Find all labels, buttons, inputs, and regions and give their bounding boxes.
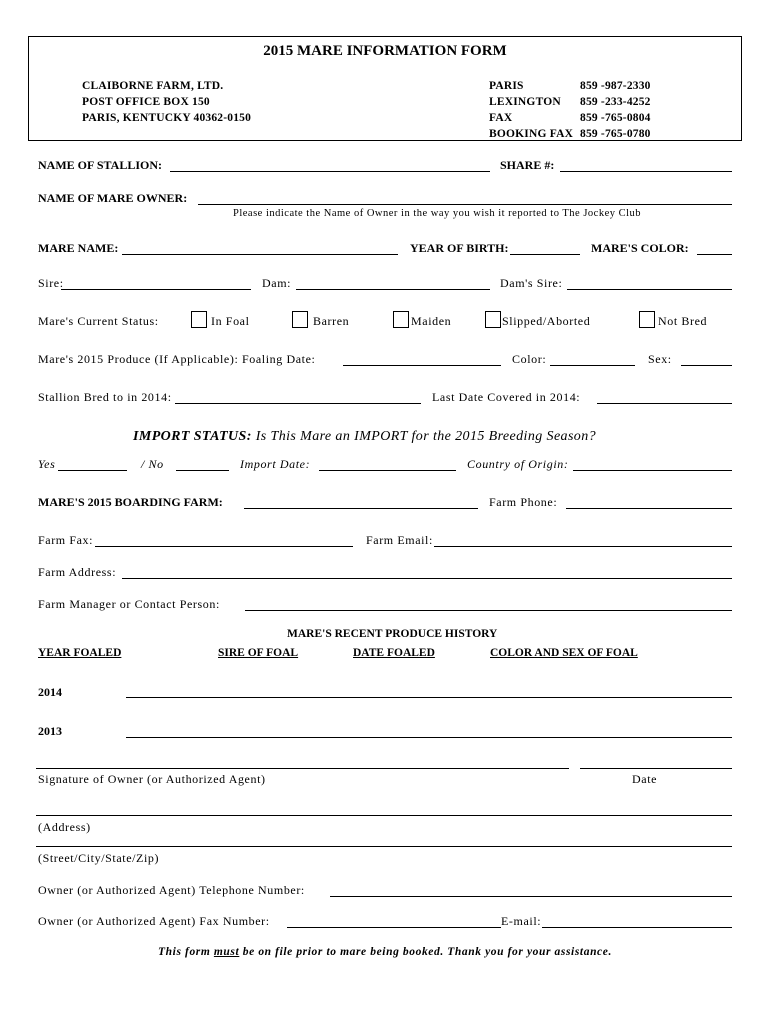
country-of-origin-field[interactable] [573,470,732,471]
po-box: POST OFFICE BOX 150 [82,96,210,108]
maiden-label: Maiden [411,314,452,328]
produce-history-title: MARE'S RECENT PRODUCE HISTORY [287,628,498,640]
current-status-label: Mare's Current Status: [38,314,159,328]
sex-label: Sex: [648,352,672,366]
mare-owner-label: NAME OF MARE OWNER: [38,191,188,205]
farm-fax-field[interactable] [95,546,353,547]
slipped-aborted-label: Slipped/Aborted [502,314,591,328]
slipped-aborted-checkbox[interactable] [485,311,501,328]
country-of-origin-label: Country of Origin: [467,457,569,471]
contact-label-fax: FAX [489,112,513,124]
farm-phone-field[interactable] [566,508,732,509]
year-2013-label: 2013 [38,724,62,738]
date-label: Date [632,772,658,786]
footer-note [0,946,770,958]
import-date-field[interactable] [319,470,456,471]
produce-2013-field[interactable] [126,737,732,738]
footer-must: must [213,946,240,958]
in-foal-label: In Foal [211,314,250,328]
contact-label-lexington: LEXINGTON [489,96,561,108]
in-foal-checkbox[interactable] [191,311,207,328]
year-of-birth-label: YEAR OF BIRTH: [410,241,509,255]
farm-address-field[interactable] [122,578,732,579]
sex-field[interactable] [681,365,732,366]
footer-pre: This form [158,946,214,958]
farm-address-label: Farm Address: [38,565,117,579]
barren-checkbox[interactable] [292,311,308,328]
col-year-foaled: YEAR FOALED [38,647,122,659]
share-label: SHARE #: [500,158,555,172]
stallion-bred-2014-label: Stallion Bred to in 2014: [38,390,172,404]
sire-field[interactable] [61,289,251,290]
mare-color-label: MARE'S COLOR: [591,241,689,255]
city-state: PARIS, KENTUCKY 40362-0150 [82,112,252,124]
col-date-foaled: DATE FOALED [353,647,435,659]
telephone-field[interactable] [330,896,732,897]
produce-2014-field[interactable] [126,697,732,698]
mare-name-field[interactable] [122,254,398,255]
farm-manager-field[interactable] [245,610,732,611]
share-field[interactable] [560,171,732,172]
contact-number-fax: 859 -765-0804 [580,112,651,124]
farm-name: CLAIBORNE FARM, LTD. [82,80,224,92]
last-date-covered-field[interactable] [597,403,732,404]
yes-label: Yes [38,457,56,471]
farm-manager-label: Farm Manager or Contact Person: [38,597,220,611]
produce-2015-label: Mare's 2015 Produce (If Applicable): Foaling Date: [38,352,316,366]
street-field[interactable] [36,846,732,847]
contact-number-lexington: 859 -233-4252 [580,96,651,108]
email-label: E-mail: [501,914,542,928]
signature-label: Signature of Owner (or Authorized Agent) [38,772,266,786]
address-label: (Address) [38,820,91,834]
foaling-date-field[interactable] [343,365,501,366]
farm-fax-label: Farm Fax: [38,533,94,547]
col-color-sex-of-foal: COLOR AND SEX OF FOAL [490,647,638,659]
telephone-label: Owner (or Authorized Agent) Telephone Number: [38,883,305,897]
farm-email-field[interactable] [434,546,732,547]
footer-post: be on file prior to mare being booked. Thank you for your assistance. [239,946,612,958]
street-label: (Street/City/State/Zip) [38,851,160,865]
import-status-label: IMPORT STATUS: [133,429,252,444]
sire-label: Sire: [38,276,64,290]
year-2014-label: 2014 [38,685,62,699]
color-label: Color: [512,352,547,366]
fax-number-field[interactable] [287,927,501,928]
mare-name-label: MARE NAME: [38,241,119,255]
boarding-farm-label: MARE'S 2015 BOARDING FARM: [38,495,223,509]
fax-number-label: Owner (or Authorized Agent) Fax Number: [38,914,270,928]
farm-email-label: Farm Email: [366,533,433,547]
stallion-name-field[interactable] [170,171,490,172]
maiden-checkbox[interactable] [393,311,409,328]
dams-sire-label: Dam's Sire: [500,276,563,290]
no-label: / No [141,457,164,471]
barren-label: Barren [313,314,350,328]
yes-field[interactable] [58,470,127,471]
import-status-question [133,429,596,445]
contact-label-paris: PARIS [489,80,524,92]
dams-sire-field[interactable] [567,289,732,290]
contact-number-paris: 859 -987-2330 [580,80,651,92]
signature-field[interactable] [36,768,569,769]
mare-color-field[interactable] [697,254,732,255]
farm-phone-label: Farm Phone: [489,495,558,509]
color-field[interactable] [550,365,635,366]
import-date-label: Import Date: [240,457,311,471]
email-field[interactable] [542,927,732,928]
form-title: 2015 MARE INFORMATION FORM [263,43,507,59]
boarding-farm-field[interactable] [244,508,478,509]
dam-label: Dam: [262,276,292,290]
contact-number-booking-fax: 859 -765-0780 [580,128,651,140]
no-field[interactable] [176,470,229,471]
not-bred-checkbox[interactable] [639,311,655,328]
date-field[interactable] [580,768,732,769]
import-status-text: Is This Mare an IMPORT for the 2015 Breeding Season? [251,429,597,444]
col-sire-of-foal: SIRE OF FOAL [218,647,299,659]
last-date-covered-label: Last Date Covered in 2014: [432,390,581,404]
stallion-name-label: NAME OF STALLION: [38,158,163,172]
year-of-birth-field[interactable] [510,254,580,255]
owner-note: Please indicate the Name of Owner in the way you wish it reported to The Jockey Club [233,208,642,219]
mare-owner-field[interactable] [198,204,732,205]
not-bred-label: Not Bred [658,314,708,328]
address-field[interactable] [36,815,732,816]
stallion-bred-2014-field[interactable] [175,403,421,404]
contact-label-booking-fax: BOOKING FAX [489,128,574,140]
dam-field[interactable] [296,289,490,290]
